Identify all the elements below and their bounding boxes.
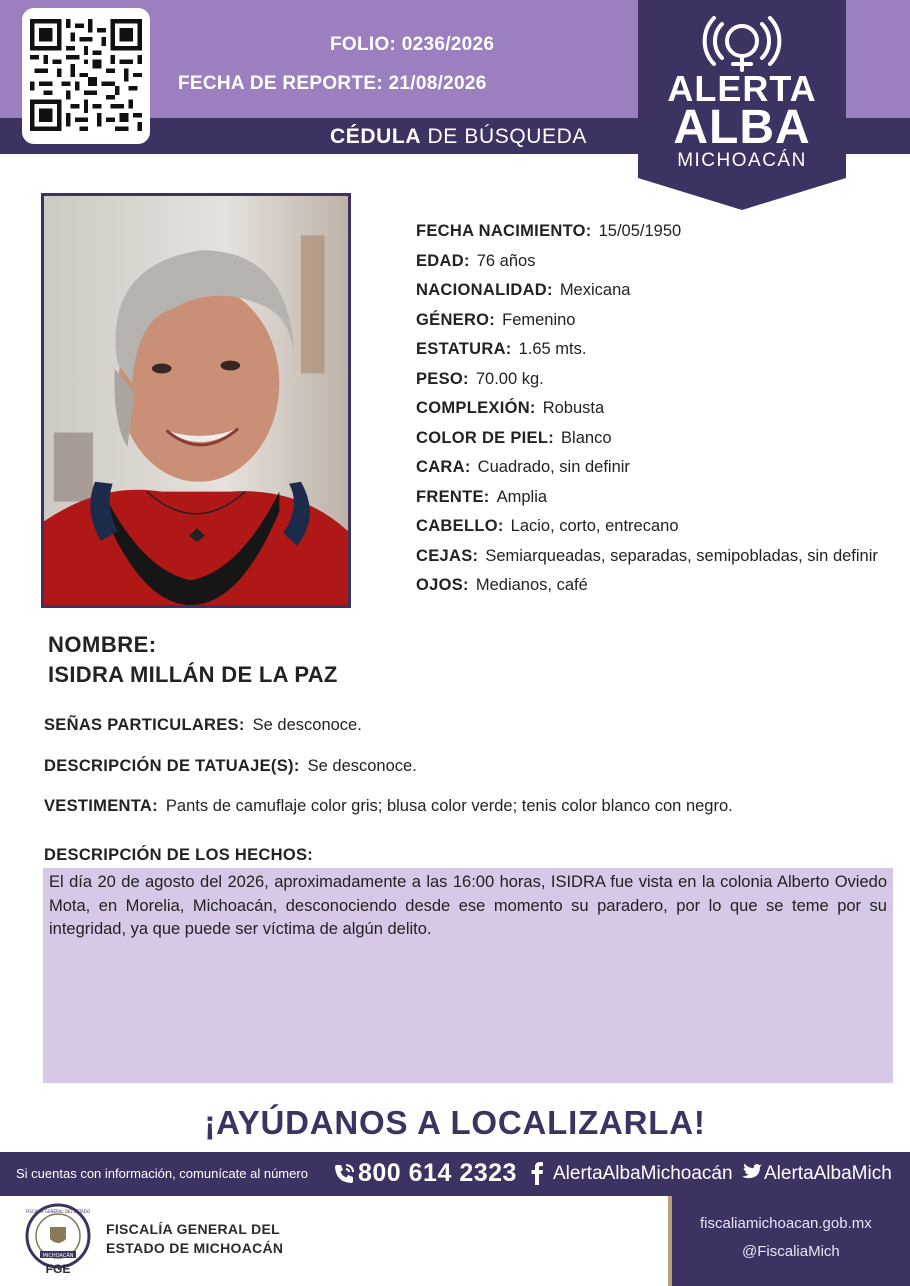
person-portrait	[44, 196, 348, 605]
clothing-label: VESTIMENTA:	[44, 797, 158, 815]
detail-label: GÉNERO:	[416, 310, 496, 329]
badge-alerta-text: ALERTA	[667, 68, 817, 109]
tattoo-description-label: DESCRIPCIÓN DE TATUAJE(S):	[44, 757, 300, 775]
organization-name-line1: FISCALÍA GENERAL DEL	[106, 1221, 281, 1237]
detail-value: Semiarqueadas, separadas, semipobladas, sin definir	[485, 546, 878, 565]
document-title	[330, 125, 587, 149]
facts-label: DESCRIPCIÓN DE LOS HECHOS:	[44, 846, 314, 864]
distinguishing-marks-label: SEÑAS PARTICULARES:	[44, 716, 245, 734]
detail-row	[416, 247, 896, 277]
detail-row	[416, 542, 896, 571]
detail-label: OJOS:	[416, 575, 469, 594]
organization-name-line2: ESTADO DE MICHOACÁN	[106, 1240, 284, 1256]
detail-label: CARA:	[416, 458, 471, 476]
document-title-rest: DE BÚSQUEDA	[421, 125, 588, 148]
detail-row	[416, 306, 896, 336]
detail-value: Cuadrado, sin definir	[477, 458, 630, 476]
detail-label: CEJAS:	[416, 546, 479, 565]
facts-description: El día 20 de agosto del 2026, aproximadamente a las 16:00 horas, ISIDRA fue vista en la colonia Alberto Oviedo Mota, en Morelia, Michoacán, desconociendo desde ese momento su paradero, por lo que se teme por su integridad, ya que puede ser víctima de algún delito.	[43, 868, 893, 1083]
detail-label: PESO:	[416, 369, 469, 388]
detail-row	[416, 453, 896, 483]
person-name: ISIDRA MILLÁN DE LA PAZ	[48, 662, 338, 687]
detail-label: FECHA NACIMIENTO:	[416, 222, 592, 240]
seal-bottom-text: MICHOACÁN	[42, 1253, 74, 1259]
detail-value: Femenino	[502, 310, 576, 329]
detail-row	[416, 217, 896, 247]
clothing-value: Pants de camuflaje color gris; blusa color verde; tenis color blanco con negro.	[165, 797, 733, 815]
fge-seal-logo	[22, 1203, 94, 1277]
distinguishing-marks-value: Se desconoce.	[252, 716, 362, 734]
facebook-handle[interactable]: AlertaAlbaMichoacán	[553, 1163, 733, 1184]
detail-row	[416, 424, 896, 454]
detail-label: CABELLO:	[416, 517, 504, 535]
tattoo-description-value: Se desconoce.	[307, 757, 417, 775]
detail-row	[416, 571, 896, 601]
distinguishing-marks	[44, 716, 362, 735]
detail-value: Mexicana	[559, 281, 631, 299]
detail-label: NACIONALIDAD:	[416, 281, 553, 299]
organization-name	[106, 1220, 283, 1258]
footer-right	[668, 1196, 910, 1286]
detail-value: Robusta	[542, 399, 605, 417]
detail-row	[416, 483, 896, 513]
tattoo-description	[44, 757, 417, 776]
detail-row	[416, 512, 896, 542]
missing-person-photo	[41, 193, 351, 608]
twitter-handle[interactable]: AlertaAlbaMich	[764, 1163, 892, 1184]
detail-label: ESTATURA:	[416, 340, 512, 358]
detail-label: COMPLEXIÓN:	[416, 399, 536, 417]
detail-row	[416, 394, 896, 424]
detail-value: Lacio, corto, entrecano	[510, 517, 679, 535]
name-label: NOMBRE:	[48, 632, 157, 657]
report-date: FECHA DE REPORTE: 21/08/2026	[178, 73, 487, 94]
detail-label: EDAD:	[416, 251, 470, 270]
detail-value: 76 años	[476, 251, 536, 270]
detail-label: COLOR DE PIEL:	[416, 428, 555, 447]
website-link[interactable]: fiscaliamichoacan.gob.mx	[700, 1215, 872, 1232]
detail-row	[416, 335, 896, 365]
clothing	[44, 797, 733, 816]
document-title-bold: CÉDULA	[330, 125, 422, 148]
detail-value: Amplia	[496, 487, 548, 506]
seal-ring-text: FISCALÍA GENERAL DEL ESTADO	[25, 1209, 91, 1214]
detail-value: Medianos, café	[475, 575, 588, 594]
detail-label: FRENTE:	[416, 487, 490, 506]
person-details	[416, 217, 896, 600]
detail-value: Blanco	[561, 428, 612, 447]
footer-left	[0, 1196, 668, 1286]
alerta-alba-badge	[638, 0, 846, 210]
fiscalia-twitter-handle[interactable]: @FiscaliaMich	[742, 1243, 840, 1260]
twitter-icon	[742, 1163, 762, 1181]
qr-code-icon	[30, 16, 142, 134]
facebook-icon	[530, 1161, 544, 1185]
phone-icon	[332, 1162, 356, 1186]
call-to-action: ¡AYÚDANOS A LOCALIZARLA!	[204, 1104, 706, 1141]
contact-bar	[0, 1152, 910, 1196]
detail-value: 1.65 mts.	[518, 340, 587, 358]
folio-number: FOLIO: 0236/2026	[330, 34, 495, 55]
detail-row	[416, 365, 896, 395]
badge-alba-text: ALBA	[673, 101, 811, 154]
detail-value: 70.00 kg.	[475, 369, 544, 388]
contact-text: Si cuentas con información, comunícate al número	[16, 1166, 308, 1181]
phone-number[interactable]: 800 614 2323	[358, 1159, 517, 1187]
seal-fge-text: FGE	[45, 1262, 71, 1276]
badge-state-text: MICHOACÁN	[677, 150, 807, 171]
detail-row	[416, 276, 896, 306]
detail-value: 15/05/1950	[598, 222, 682, 240]
qr-code[interactable]	[22, 8, 150, 144]
